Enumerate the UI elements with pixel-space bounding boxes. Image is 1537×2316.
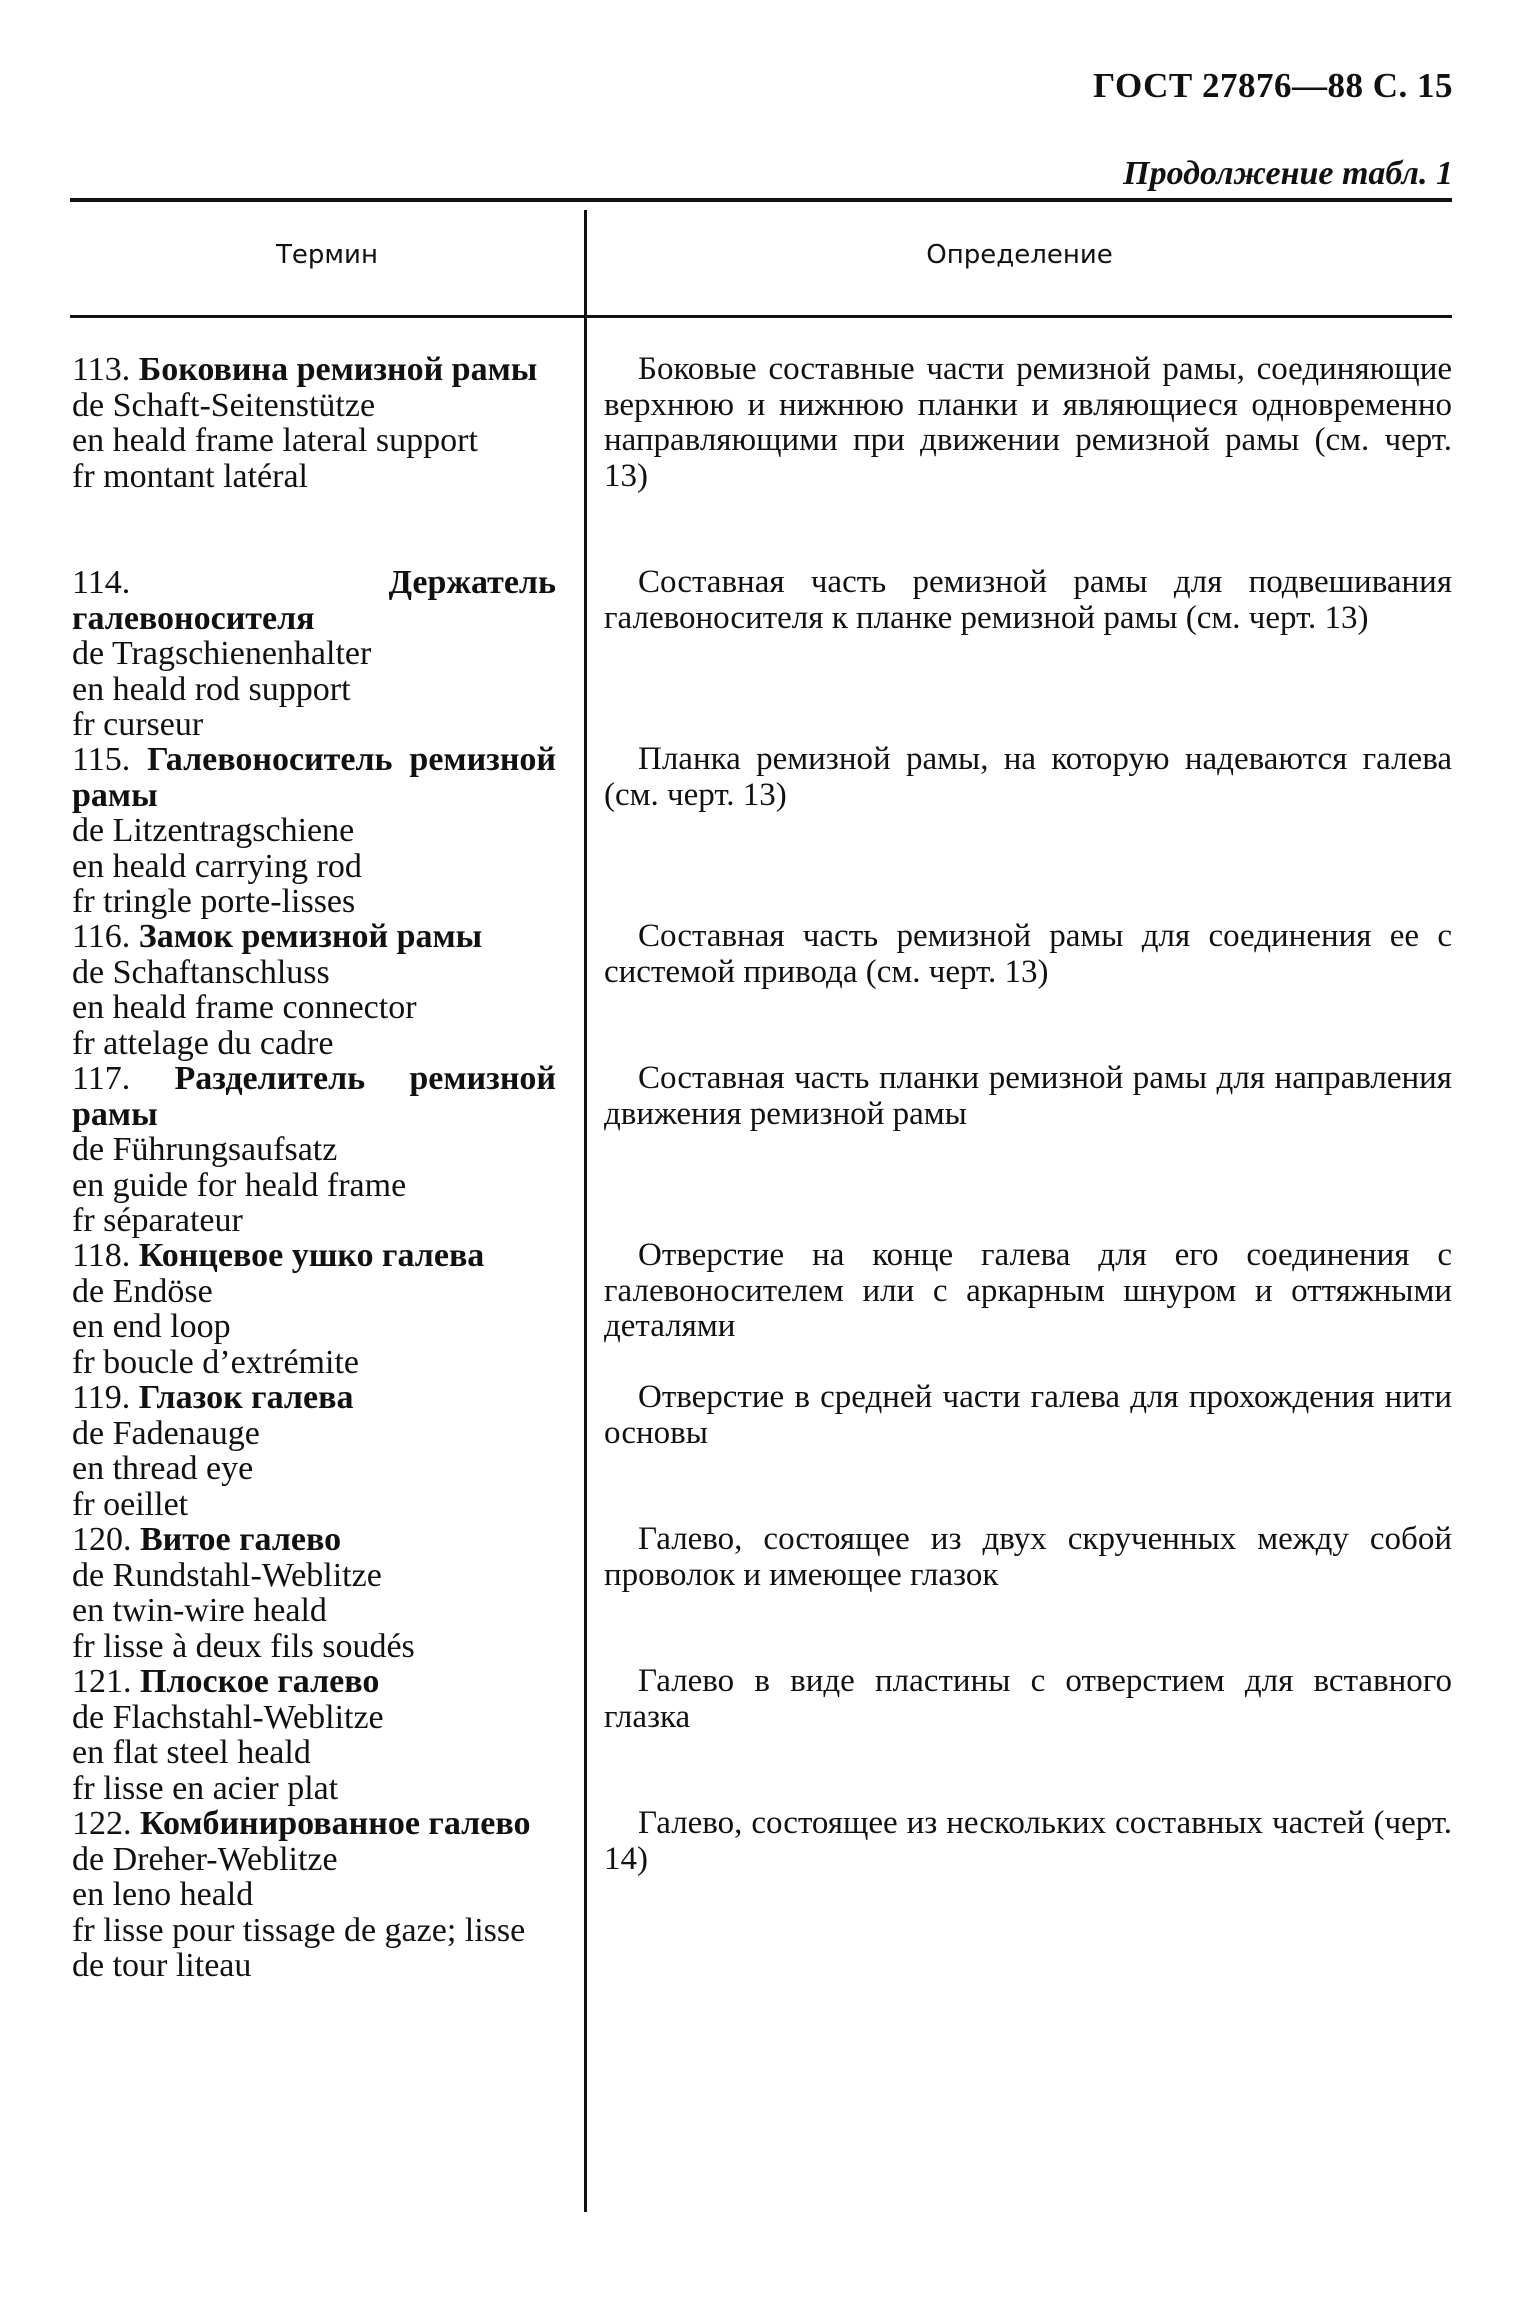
term-cell	[72, 742, 556, 920]
term-fr: fr lisse à deux fils soudés	[72, 1627, 415, 1665]
term-cell	[72, 1806, 556, 1984]
table-top-rule	[70, 198, 1452, 202]
table-caption: Продолжение табл. 1	[1123, 155, 1453, 192]
definition-cell: Отверстие в средней части галева для прохождения нити основы	[604, 1379, 1452, 1451]
term-title	[72, 352, 556, 388]
term-number: 116.	[72, 918, 131, 955]
term-cell	[72, 1664, 556, 1806]
term-de: de Rundstahl-Weblitze	[72, 1556, 382, 1594]
definition-cell: Составная часть планки ремизной рамы для направления движения ремизной рамы	[604, 1060, 1452, 1132]
term-en: en leno heald	[72, 1876, 254, 1913]
term-en: en twin-wire heald	[72, 1592, 327, 1629]
page-header: ГОСТ 27876—88 С. 15	[1093, 66, 1453, 105]
definition-cell: Отверстие на конце галева для его соединения с галевоносителем или с аркарным шнуром и оттяжными деталями	[604, 1237, 1452, 1344]
term-name: Плоское галево	[140, 1663, 380, 1700]
term-fr: fr montant latéral	[72, 457, 309, 495]
term-title	[72, 742, 556, 813]
term-number: 122.	[72, 1805, 132, 1842]
term-de: de Litzentragschiene	[72, 812, 355, 849]
term-fr: fr boucle d’extrémite	[72, 1343, 359, 1381]
definition-cell: Галево, состоящее из двух скрученных между собой проволок и имеющее глазок	[604, 1521, 1452, 1593]
term-title	[72, 1664, 556, 1700]
term-en: en thread eye	[72, 1450, 254, 1487]
term-number: 121.	[72, 1663, 132, 1700]
term-de: de Fadenauge	[72, 1414, 260, 1452]
definition-cell: Составная часть ремизной рамы для подвешивания галевоносителя к планке ремизной рамы (см. черт. 13)	[604, 564, 1452, 636]
term-title	[72, 1522, 556, 1558]
term-de: de Tragschienenhalter	[72, 635, 372, 672]
term-name: Галевоноситель ремизной рамы	[72, 741, 557, 814]
term-fr: fr oeillet	[72, 1485, 189, 1523]
column-header-definition: Определение	[926, 240, 1113, 270]
term-en: en heald rod support	[72, 670, 351, 708]
term-cell	[72, 919, 556, 1061]
definition-cell: Планка ремизной рамы, на которую надеваются галева (см. черт. 13)	[604, 741, 1452, 813]
term-name: Боковина ремизной рамы	[138, 351, 538, 388]
definition-cell: Галево в виде пластины с отверстием для вставного глазка	[604, 1663, 1452, 1735]
term-de: de Schaftanschluss	[72, 953, 330, 991]
term-cell	[72, 565, 556, 743]
term-title	[72, 1380, 556, 1416]
term-de: de Flachstahl-Weblitze	[72, 1698, 384, 1736]
term-number: 114.	[72, 564, 131, 601]
term-fr: fr séparateur	[72, 1202, 243, 1239]
term-name: Витое галево	[140, 1521, 342, 1558]
definition-cell: Составная часть ремизной рамы для соединения ее с системой привода (см. черт. 13)	[604, 918, 1452, 990]
term-number: 117.	[72, 1060, 131, 1097]
term-title	[72, 919, 556, 955]
term-en: en end loop	[72, 1308, 231, 1345]
term-number: 118.	[72, 1237, 131, 1274]
definition-cell: Галево, состоящее из нескольких составных частей (черт. 14)	[604, 1805, 1452, 1877]
term-en: en heald frame lateral support	[72, 422, 478, 459]
definition-cell: Боковые составные части ремизной рамы, соединяющие верхнюю и нижнюю планки и являющиеся одновременно направляющими при движении ремизной рамы (см. черт. 13)	[604, 351, 1452, 494]
term-cell	[72, 1380, 556, 1522]
term-fr: fr lisse en acier plat	[72, 1769, 339, 1807]
table-header-rule	[70, 315, 1452, 318]
column-header-term: Термин	[276, 240, 378, 270]
term-cell	[72, 1522, 556, 1664]
column-divider	[584, 210, 587, 2212]
term-name: Концевое ушко галева	[138, 1237, 485, 1274]
term-number: 119.	[72, 1379, 131, 1416]
term-fr: fr attelage du cadre	[72, 1024, 334, 1062]
term-fr: fr tringle porte-lisses	[72, 883, 356, 920]
term-cell	[72, 352, 556, 494]
term-en: en heald carrying rod	[72, 847, 362, 885]
term-de: de Führungsaufsatz	[72, 1131, 338, 1168]
term-name: Глазок галева	[138, 1379, 354, 1416]
term-number: 120.	[72, 1521, 132, 1558]
term-de: de Endöse	[72, 1272, 213, 1310]
term-name: Замок ремизной рамы	[138, 918, 483, 955]
term-title	[72, 1806, 556, 1842]
term-fr: fr curseur	[72, 706, 204, 743]
term-cell	[72, 1061, 556, 1239]
term-title	[72, 1238, 556, 1274]
term-name: Разделитель ремизной рамы	[72, 1060, 556, 1133]
term-en: en flat steel heald	[72, 1734, 311, 1771]
term-en: en heald frame connector	[72, 989, 417, 1026]
term-en: en guide for heald frame	[72, 1166, 407, 1204]
term-number: 115.	[72, 741, 131, 778]
term-number: 113.	[72, 351, 131, 388]
term-de: de Schaft-Seitenstütze	[72, 386, 376, 424]
term-name: Комбинированное галево	[140, 1805, 531, 1842]
term-de: de Dreher-Weblitze	[72, 1840, 338, 1878]
term-name: Держатель галевоносителя	[72, 564, 556, 637]
term-fr: fr lisse pour tissage de gaze; lisse de tour liteau	[72, 1911, 526, 1984]
term-title	[72, 1061, 556, 1132]
term-cell	[72, 1238, 556, 1380]
term-title	[72, 565, 556, 636]
